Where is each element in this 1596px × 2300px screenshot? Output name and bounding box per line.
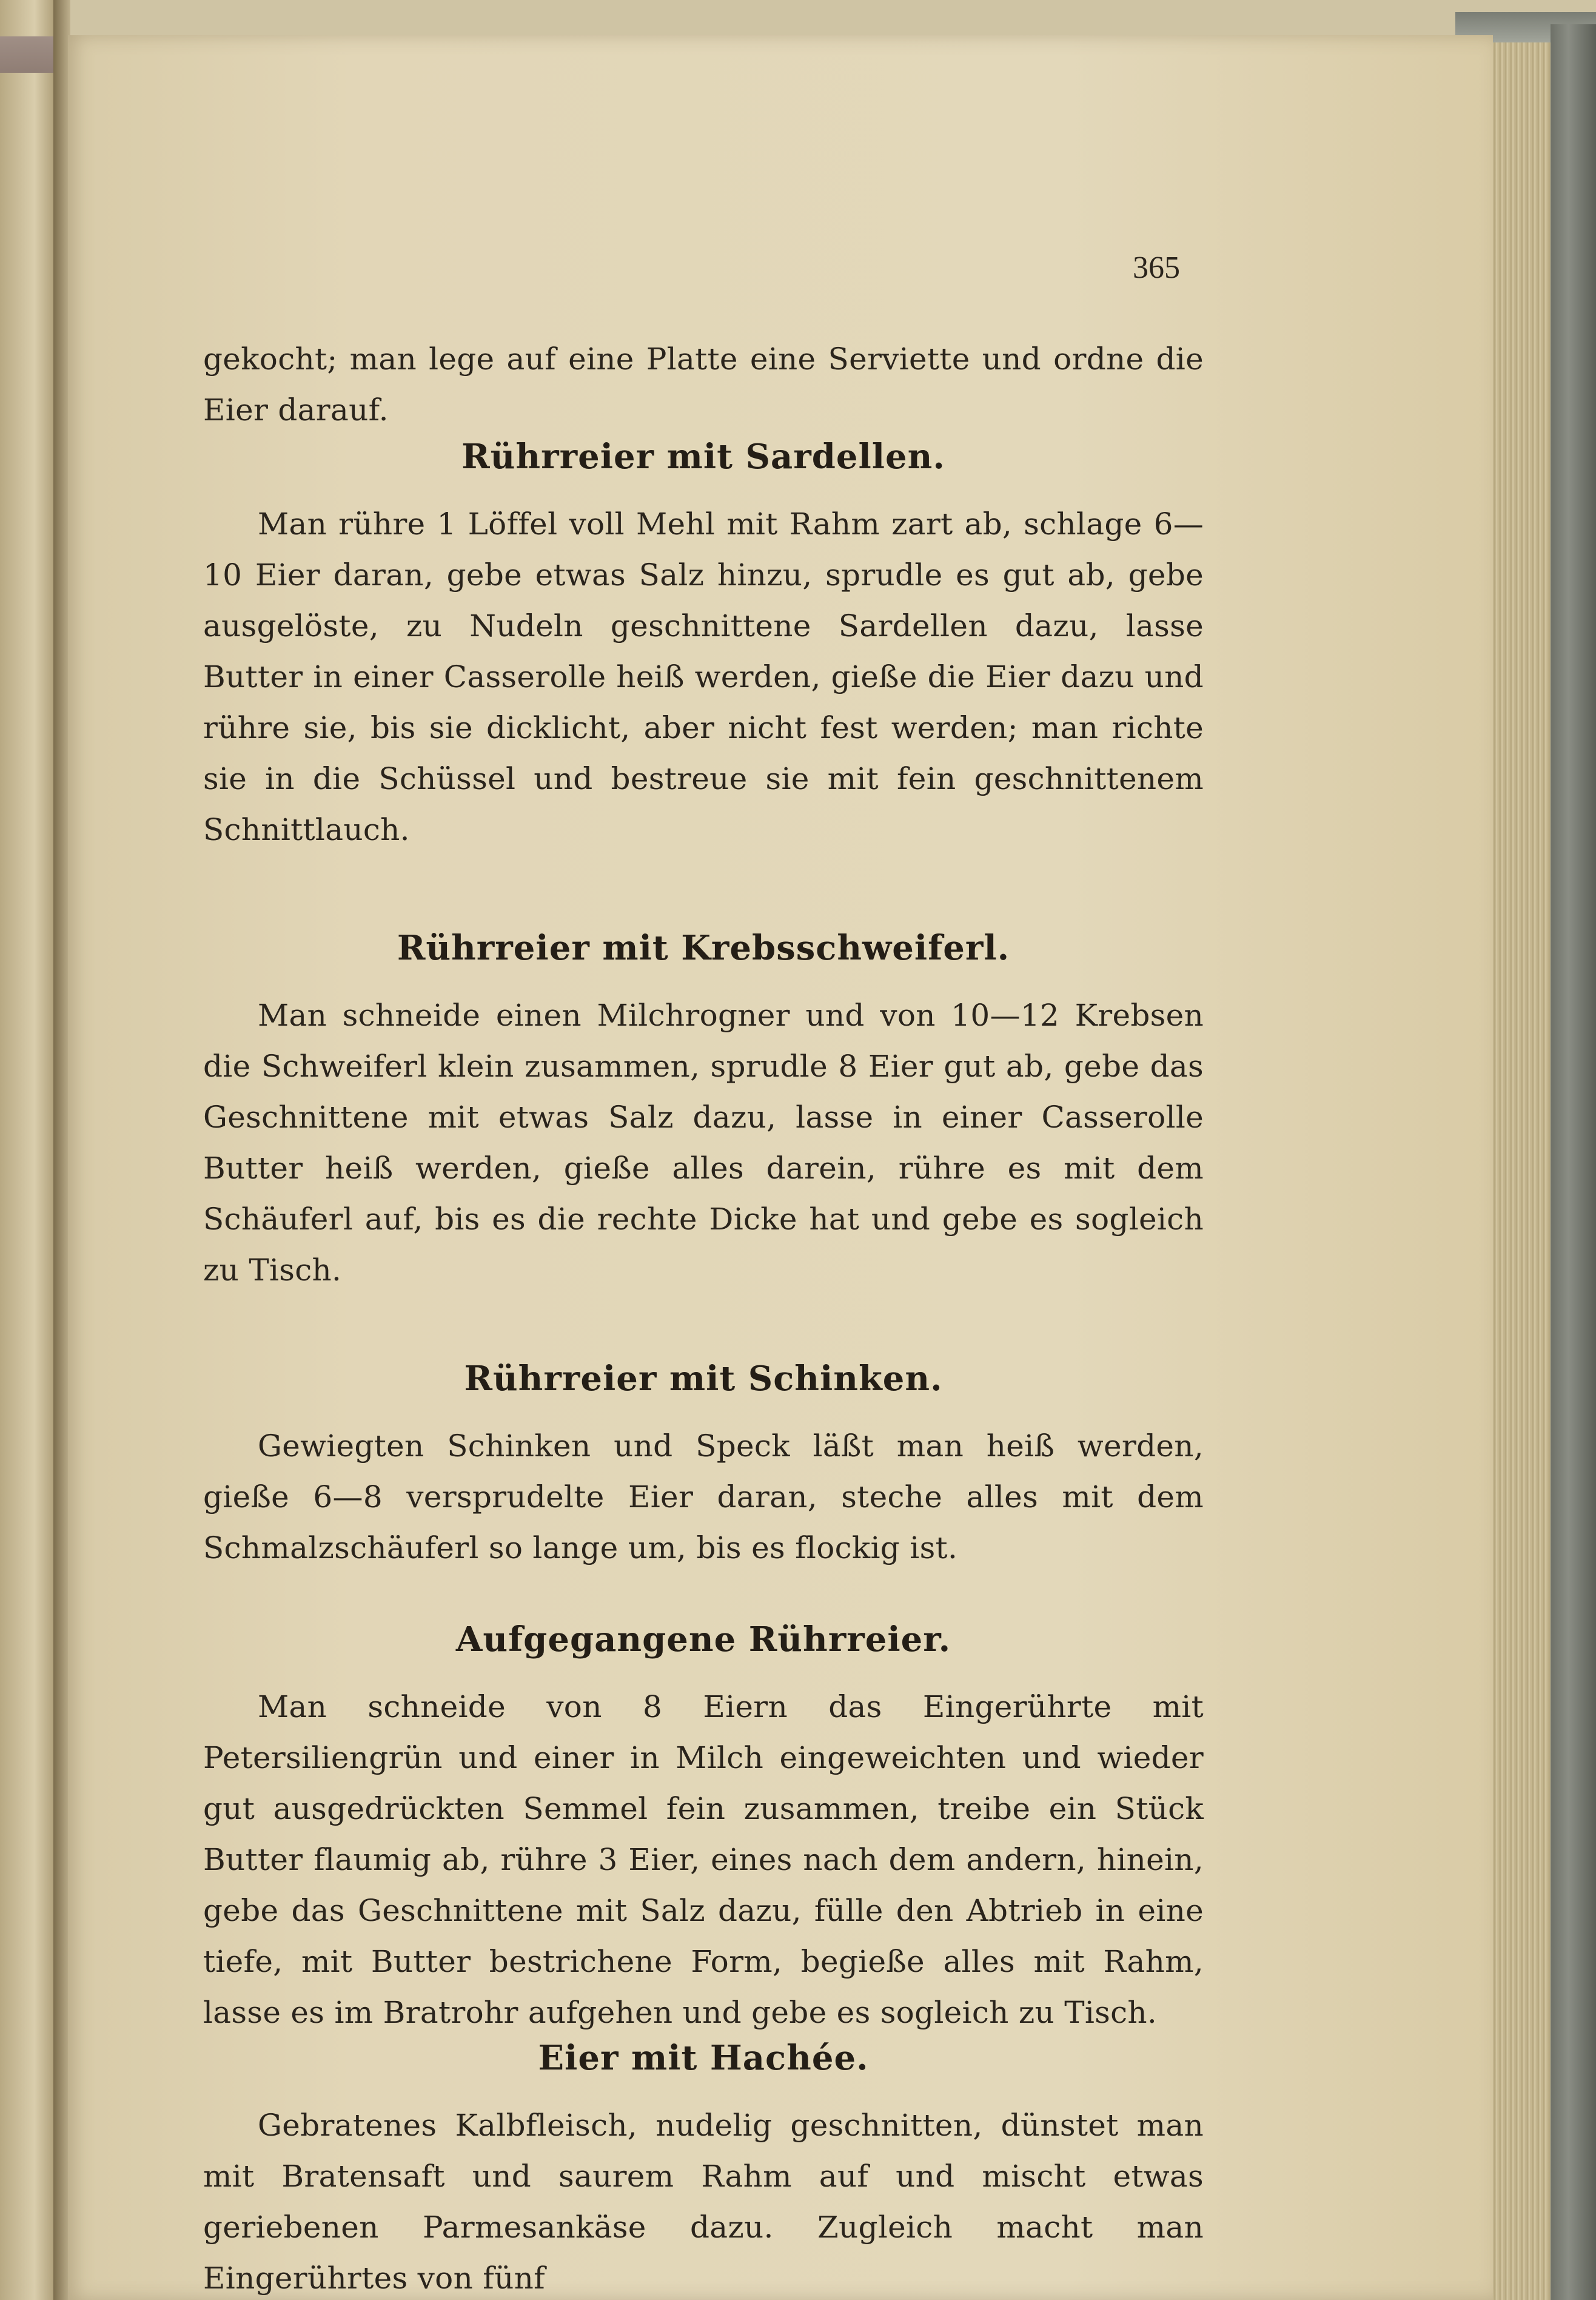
recipe-text: Man schneide von 8 Eiern das Eingerührte mit Petersiliengrün und einer in Milch eingeweichten und wieder gut ausgedrückten Semmel fein zusammen, treibe ein Stück Butter flaumig ab, rühre 3 Eier, eines nach dem andern, hinein, gebe das Geschnittene mit Salz dazu, fülle den Abtrieb in eine tiefe, mit Butter bestrichene Form, begieße alles mit Rahm, lasse es im Bratrohr aufgehen und gebe es sogleich zu Tisch. bbox=[203, 1689, 1204, 2030]
recipe-heading: Rührreier mit Schinken. bbox=[464, 1359, 943, 1399]
left-page-edge bbox=[0, 0, 58, 2300]
recipe-text: Gewiegten Schinken und Speck läßt man heiß werden, gieße 6—8 versprudelte Eier daran, steche alles mit dem Schmalzschäuferl so lange um, bis es flockig ist. bbox=[203, 1428, 1204, 1565]
recipe-section-hachee bbox=[203, 2038, 1204, 2300]
recipe-text: Gebratenes Kalbfleisch, nudelig geschnitten, dünstet man mit Bratensaft und saurem Rahm auf und mischt etwas geriebenen Parmesankäse dazu. Zugleich macht man Eingerührtes von fünf bbox=[203, 2108, 1204, 2296]
recipe-section-sardellen bbox=[203, 437, 1204, 855]
recipe-section-aufgegangene bbox=[203, 1619, 1204, 2038]
cover-edge bbox=[1551, 24, 1596, 2300]
intro-paragraph: gekocht; man lege auf eine Platte eine Serviette und ordne die Eier darauf. bbox=[203, 341, 1204, 428]
recipe-text: Man schneide einen Milchrogner und von 10—12 Krebsen die Schweiferl klein zusammen, sprudle 8 Eier gut ab, gebe das Geschnittene mit etwas Salz dazu, lasse in einer Casserolle Butter heiß werden, gieße alles darein, rühre es mit dem Schäuferl auf, bis es die rechte Dicke hat und gebe es sogleich zu Tisch. bbox=[203, 998, 1204, 1288]
page-edges bbox=[1493, 42, 1551, 2300]
page-number: 365 bbox=[1133, 251, 1180, 285]
recipe-text: Man rühre 1 Löffel voll Mehl mit Rahm zart ab, schlage 6—10 Eier daran, gebe etwas Salz hinzu, sprudle es gut ab, gebe ausgelöste, zu Nudeln geschnittene Sardellen dazu, lasse Butter in einer Casserolle heiß werden, gieße die Eier dazu und rühre sie, bis sie dicklicht, aber nicht fest werden; man richte sie in die Schüssel und bestreue sie mit fein geschnittenem Schnittlauch. bbox=[203, 506, 1204, 847]
recipe-heading: Eier mit Hachée. bbox=[538, 2038, 869, 2078]
recipe-heading: Rührreier mit Krebsschweiferl. bbox=[397, 928, 1010, 968]
recipe-heading: Rührreier mit Sardellen. bbox=[461, 437, 945, 477]
recipe-heading: Aufgegangene Rührreier. bbox=[455, 1619, 951, 1659]
recipe-section-krebsschweiferl bbox=[203, 928, 1204, 1296]
recipe-section-schinken bbox=[203, 1359, 1204, 1573]
